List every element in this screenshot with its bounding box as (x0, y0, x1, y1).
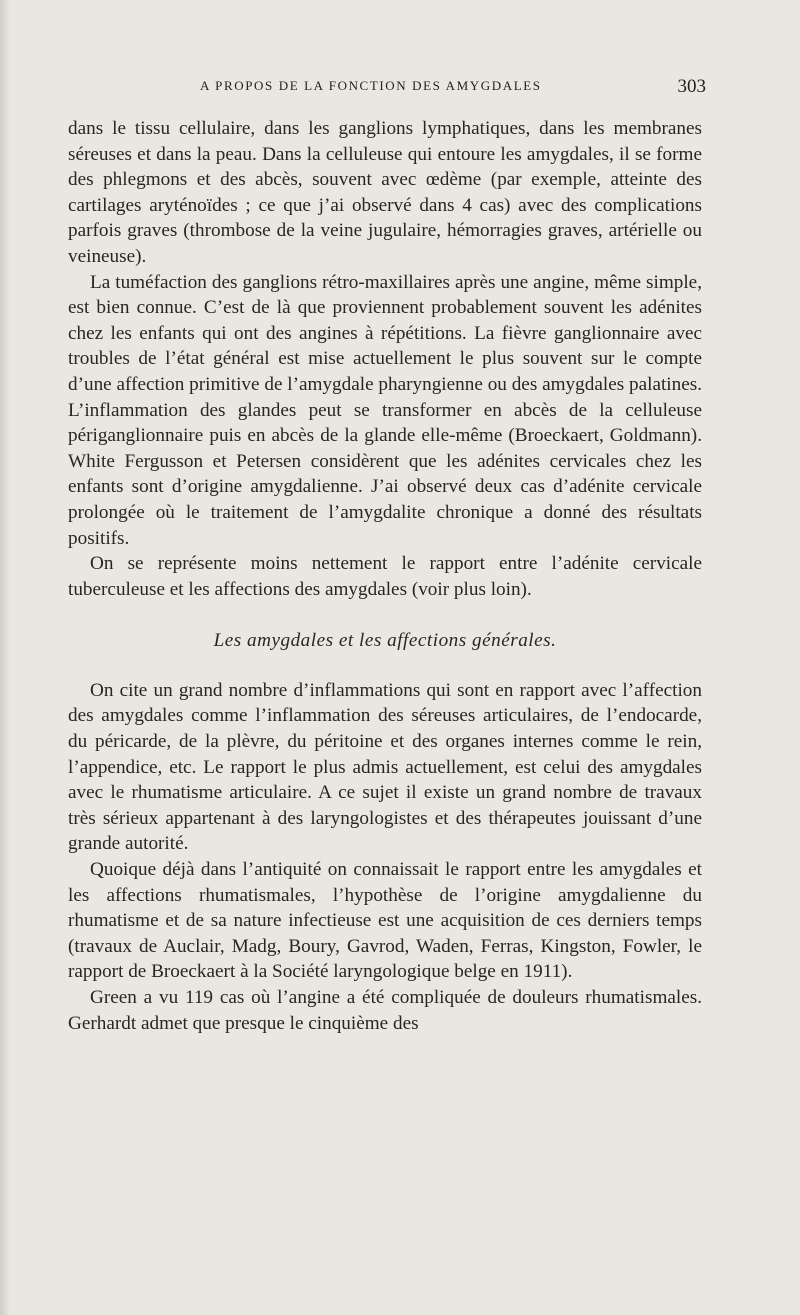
running-title: A PROPOS DE LA FONCTION DES AMYGDALES (200, 78, 542, 93)
section-title: Les amygdales et les affections générales. (213, 630, 557, 652)
paragraph-2: La tuméfaction des ganglions rétro-maxillaires après une angine, même simple, est bien connue. C’est de là que proviennent probablement souvent les adénites chez les enfants qui ont des angines à répétitions. La fièvre ganglionnaire avec troubles de l’état général est mise actuellement le plus souvent sur le compte d’une affection primitive de l’amygdale pharyngienne ou des amygdales palatines. L’inflammation des glandes peut se transformer en abcès de la celluleuse périganglionnaire puis en abcès de la glande elle-même (Broeckaert, Goldmann). White Fergusson et Petersen considèrent que les adénites cervicales chez les enfants sont d’origine amygdalienne. J’ai observé deux cas d’adénite cervicale prolongée où le traitement de l’amygdalite chronique a donné des résultats positifs. (68, 271, 702, 549)
paragraph-4: On cite un grand nombre d’inflammations qui sont en rapport avec l’affection des amygdales comme l’inflammation des séreuses articulaires, de l’endocarde, du péricarde, de la plèvre, du péritoine et des organes internes comme le rein, l’appendice, etc. Le rapport le plus admis actuellement, est celui des amygdales avec le rhumatisme articulaire. A ce sujet il existe un grand nombre de travaux très sérieux appartenant à des laryngologistes et des thérapeutes jouissant d’une grande autorité. (68, 679, 702, 855)
page-header (70, 76, 710, 100)
paragraph-5: Quoique déjà dans l’antiquité on connaissait le rapport entre les amygdales et les affections rhumatismales, l’hypothèse de l’origine amygdalienne du rhumatisme et de sa nature infectieuse est une acquisition de ces derniers temps (travaux de Auclair, Madg, Boury, Gavrod, Waden, Ferras, Kingston, Fowler, le rapport de Broeckaert à la Société laryngologique belge en 1911). (68, 859, 702, 983)
paragraph-1: dans le tissu cellulaire, dans les ganglions lymphatiques, dans les membranes séreuses et dans la peau. Dans la celluleuse qui entoure les amygdales, il se forme des phlegmons et des abcès, souvent avec œdème (par exemple, atteinte des cartilages aryténoïdes ; ce que j’ai observé dans 4 cas) avec des complications parfois graves (thrombose de la veine jugulaire, hémorragies graves, artérielle ou veineuse). (68, 118, 702, 267)
body-text (68, 116, 702, 1036)
paragraph-6: Green a vu 119 cas où l’angine a été compliquée de douleurs rhumatismales. Gerhardt admet que presque le cinquième des (68, 987, 702, 1034)
page-edge-shadow (0, 0, 10, 1315)
paragraph-3: On se représente moins nettement le rapport entre l’adénite cervicale tuberculeuse et les affections des amygdales (voir plus loin). (68, 553, 702, 600)
page-number: 303 (677, 76, 706, 97)
